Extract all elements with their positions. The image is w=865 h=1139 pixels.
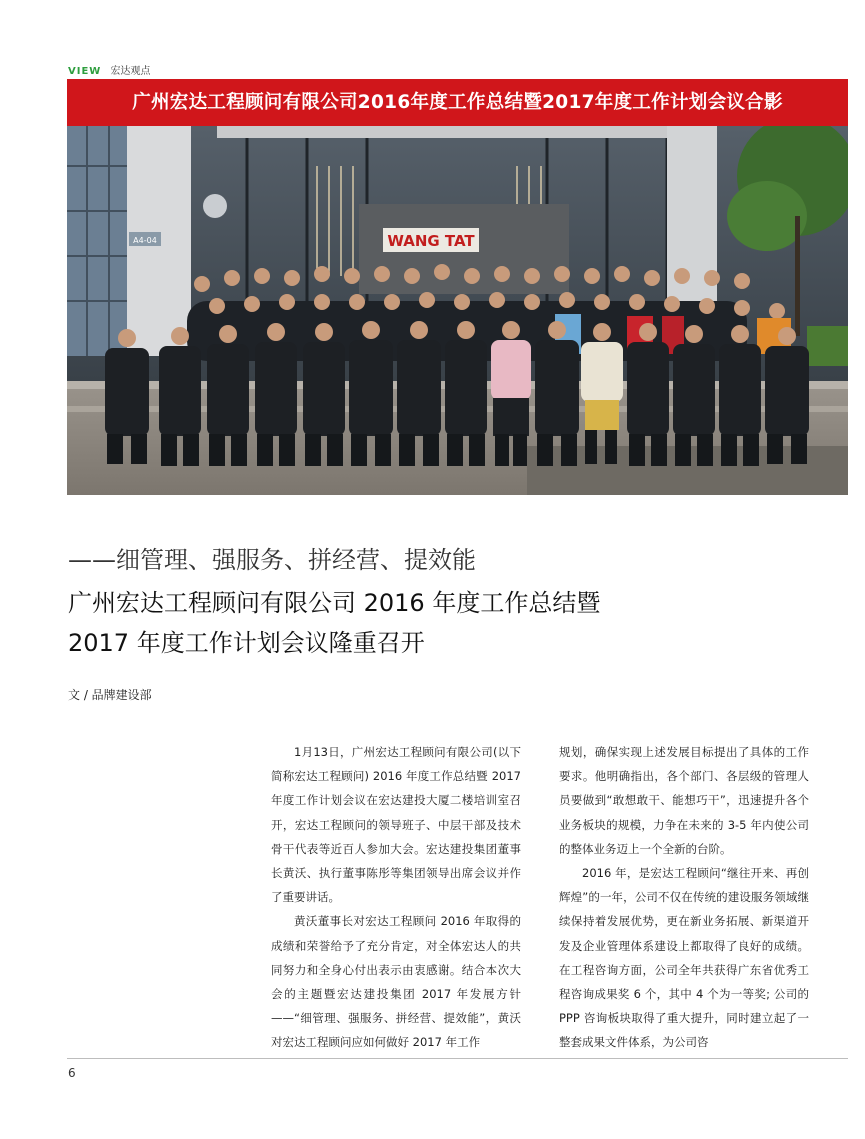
page-number: 6 (68, 1066, 76, 1080)
banner-text: 广州宏达工程顾问有限公司2016年度工作总结暨2017年度工作计划会议合影 (132, 92, 783, 113)
photo-caption-banner (67, 79, 848, 126)
building-sign: WANG TAT (387, 232, 475, 250)
article-subtitle: ——细管理、强服务、拼经营、提效能 (68, 546, 476, 574)
section-tag-en: VIEW (68, 66, 102, 77)
pillar-label: A4-04 (133, 236, 157, 245)
paragraph-continued: 规划，确保实现上述发展目标提出了具体的工作要求。他明确指出，各个部门、各层级的管理人员要做到“敢想敢干、能想巧干”，迅速提升各个业务板块的规模，力争在未来的 3-5 年内使公司的整体业务迈上一个全新的台阶。 (559, 745, 809, 856)
article-column-right (559, 740, 809, 1055)
section-tag-zh: 宏达观点 (110, 66, 151, 77)
footer-divider (67, 1058, 848, 1059)
article-title-line-1: 广州宏达工程顾问有限公司 2016 年度工作总结暨 (68, 589, 601, 617)
paragraph: 黄沃董事长对宏达工程顾问 2016 年取得的成绩和荣誉给予了充分肯定，对全体宏达人的共同努力和全身心付出表示由衷感谢。结合本次大会的主题暨宏达建投集团 2017 年发展方针——“细管理、强服务、拼经营、提效能”，黄沃对宏达工程顾问应如何做好 2017 年工作 (271, 914, 521, 1050)
article-byline: 文 / 品牌建设部 (68, 688, 152, 702)
group-photo (67, 126, 848, 495)
article-column-left (271, 740, 521, 1055)
article-title-line-2: 2017 年度工作计划会议隆重召开 (68, 629, 425, 657)
section-tag (68, 62, 151, 77)
paragraph: 2016 年，是宏达工程顾问“继往开来、再创辉煌”的一年，公司不仅在传统的建设服务领域继续保持着发展优势，更在新业务拓展、新渠道开发及企业管理体系建设上都取得了良好的成绩。在工程咨询方面，公司全年共获得广东省优秀工程咨询成果奖 6 个，其中 4 个为一等奖; 公司的 PPP 咨询板块取得了重大提升，同时建立起了一整套成果文件体系，为公司咨 (559, 866, 809, 1050)
paragraph: 1月13日，广州宏达工程顾问有限公司(以下简称宏达工程顾问) 2016 年度工作总结暨 2017 年度工作计划会议在宏达建投大厦二楼培训室召开，宏达工程顾问的领导班子、中层干部及技术骨干代表等近百人参加大会。宏达建投集团董事长黄沃、执行董事陈彤等集团领导出席会议并作了重要讲话。 (271, 745, 521, 905)
